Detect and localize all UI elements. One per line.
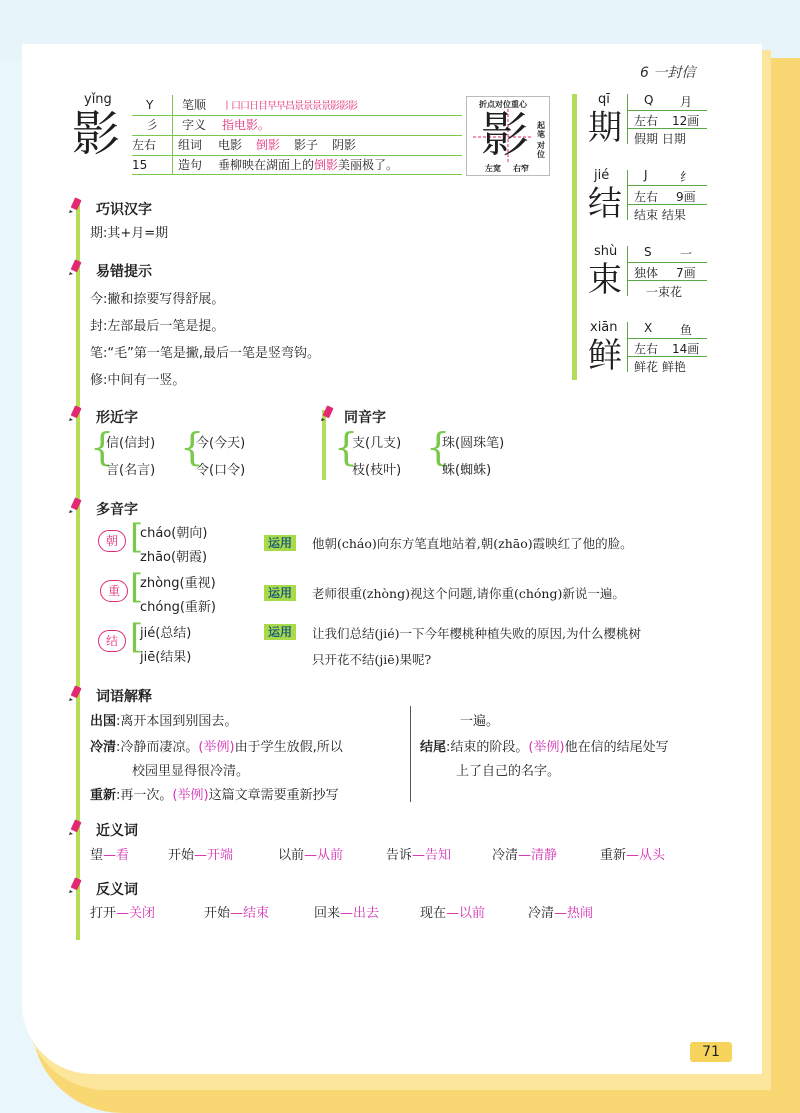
main-char-info [132,95,462,175]
rc4-strokes: 14画 [672,342,700,356]
xingjin-2: 言(名言) [106,463,156,478]
rc4-initial: X [644,321,653,335]
dash: — [340,906,354,921]
label-zaoju: 造句 [178,158,203,172]
pencil-icon [66,404,84,422]
duoyin-2-r2: chóng(重新) [140,600,216,615]
jinyi-4-a: 告诉 [386,848,413,863]
right-divider [572,94,577,380]
jinyi-5-b: 清静 [531,848,558,863]
rc3-structure: 独体 [634,266,659,280]
duoyin-3-sentence: 让我们总结(jié)一下今年樱桃种植失败的原因,为什么樱桃树 [312,626,641,641]
ex-chongxin-2: 一遍。 [460,714,500,729]
duoyin-1-sentence: 他朝(cháo)向东方笔直地站着,朝(zhāo)霞映红了他的脸。 [312,536,633,551]
jinyi-1-b: 看 [116,848,130,863]
row-ziyi [132,115,270,135]
ex-lengqing: 由于学生放假,所以 [234,740,343,755]
dash: — [230,906,244,921]
lesson-header [640,62,695,82]
rc2-char: 结 [588,184,622,224]
rc1-char: 期 [588,108,622,148]
dash: — [626,848,640,863]
rc1-initial: Q [644,93,654,107]
yicuo-line-3: 笔:“毛”第一笔是撇,最后一笔是竖弯钩。 [90,346,320,361]
duoyin-3-r1: jié(总结) [140,626,192,641]
rc4-char: 鲜 [588,336,622,376]
pencil-icon [66,496,84,514]
duoyin-char-3: 结 [98,630,126,652]
rc2-pinyin: jié [594,168,610,183]
pencil-icon [66,818,84,836]
rc1-structure: 左右 [634,114,659,128]
sentence-after: 美丽极了。 [338,158,399,172]
jinyi-5-a: 冷清 [492,848,519,863]
def-chongxin: :再一次。 [116,788,173,803]
rc4-radical: 鱼 [680,323,693,337]
main-char: 影 [72,106,121,162]
xingjin-3: 今(今天) [196,436,246,451]
meaning: 指电影。 [222,118,271,132]
jinyi-4-b: 告知 [425,848,452,863]
radical: 彡 [146,118,159,132]
use-tag: 运用 [264,624,296,640]
pencil-icon [66,196,84,214]
section-yicuo-title: 易错提示 [96,264,152,280]
xingjin-1: 信(信封) [106,436,156,451]
stroke-card-top: 折点对位重心 [479,100,527,109]
ciyu-chuguo [90,710,237,729]
stroke-card [466,96,550,176]
label-bishun: 笔顺 [182,98,207,112]
jinyi-2-a: 开始 [168,848,195,863]
stroke-card-right: 右窄 [513,164,529,173]
fanyi-5 [528,902,593,921]
ciyu-lengqing [90,736,343,755]
fanyi-4 [420,902,485,921]
def-chuguo: :离开本国到别国去。 [116,714,238,729]
jinyi-3 [278,844,343,863]
jinyi-3-b: 从前 [317,848,344,863]
stroke-card-char: 影 [481,107,530,163]
fanyi-1-b: 关闭 [129,906,156,921]
stroke-card-side2: 对位 [537,141,545,159]
fanyi-2-a: 开始 [204,906,231,921]
def-jiewei: :结束的阶段。 [446,740,529,755]
pencil-icon [66,684,84,702]
tongyin-2: 枝(枝叶) [352,463,402,478]
word-dianying: 电影 [218,138,243,152]
fanyi-4-b: 以前 [459,906,486,921]
brace-icon: { [426,425,451,469]
rc2-initial: J [644,168,648,182]
word-chongxin: 重新 [90,788,117,803]
fanyi-1-a: 打开 [90,906,117,921]
section-ciyu-title: 词语解释 [96,689,152,705]
duoyin-char-2: 重 [100,580,128,602]
jinyi-1-a: 望 [90,848,104,863]
brace-icon: [ [130,567,144,607]
jinyi-2 [168,844,233,863]
rc1-words: 假期 日期 [634,132,686,146]
rc3-initial: S [644,245,652,259]
duoyin-2-r1: zhòng(重视) [140,576,216,591]
brace-icon: [ [130,517,144,557]
label-zuci: 组词 [178,138,203,152]
fanyi-5-b: 热闹 [567,906,594,921]
jinyi-6 [600,844,665,863]
yicuo-line-1: 今:撇和捺要写得舒展。 [90,292,225,307]
jinyi-6-a: 重新 [600,848,627,863]
stroke-order: 丨口口日目早早昌景景景景影影影 [222,101,357,112]
brace-icon: { [180,425,205,469]
brace-icon: [ [130,617,144,657]
section-xingjin-title: 形近字 [96,410,138,426]
ex-chongxin: 这篇文章需要重新抄写 [208,788,339,803]
jinyi-3-a: 以前 [278,848,305,863]
rc3-pinyin: shù [594,244,618,259]
rc3-char: 束 [588,260,622,300]
ex-jiewei: 他在信的结尾处写 [564,740,669,755]
main-pinyin: yǐng [84,92,112,107]
rc4-words: 鲜花 鲜艳 [634,360,686,374]
section-fanyi-title: 反义词 [96,882,138,898]
fanyi-4-a: 现在 [420,906,447,921]
dash: — [304,848,318,863]
example-tag: (举例) [198,740,235,755]
word-yingzi: 影子 [294,138,319,152]
xingjin-4: 令(口令) [196,463,246,478]
word-yinying: 阴影 [332,138,357,152]
brace-icon: { [334,425,359,469]
duoyin-1-r2: zhāo(朝霞) [140,550,208,565]
dash: — [554,906,568,921]
dash: — [116,906,130,921]
duoyin-char-1: 朝 [98,530,126,552]
rc4-pinyin: xiān [590,320,618,335]
stroke-count: 15 [132,158,148,172]
lesson-number: 6 [640,65,649,81]
dash: — [412,848,426,863]
pencil-icon [318,404,336,422]
word-jiewei: 结尾 [420,740,447,755]
rc3-strokes: 7画 [676,266,696,280]
jinyi-1 [90,844,129,863]
row-bishun [132,95,357,115]
duoyin-3-sentence2: 只开花不结(jiē)果呢? [312,652,432,667]
ciyu-jiewei [420,736,669,755]
section-qiaoshi-title: 巧识汉字 [96,202,152,218]
yicuo-line-2: 封:左部最后一笔是提。 [90,319,225,334]
rc1-strokes: 12画 [672,114,700,128]
section-duoyin-title: 多音字 [96,502,138,518]
rc2-strokes: 9画 [676,190,696,204]
rc1-radical: 月 [680,95,693,109]
duoyin-1-r1: cháo(朝向) [140,526,208,541]
yicuo-line-4: 修:中间有一竖。 [90,373,186,388]
word-daoying: 倒影 [256,138,281,152]
def-lengqing: :冷静而凄凉。 [116,740,199,755]
jinyi-4 [386,844,451,863]
stroke-card-left: 左宽 [485,164,501,173]
rc2-words: 结束 结果 [634,208,686,222]
jinyi-5 [492,844,557,863]
jinyi-6-b: 从头 [639,848,666,863]
duoyin-3-r2: jiē(结果) [140,650,192,665]
page-number: 71 [690,1042,732,1062]
ex-jiewei-2: 上了自己的名字。 [456,764,561,779]
tongyin-1: 支(几支) [352,436,402,451]
dash: — [194,848,208,863]
duoyin-2-sentence: 老师很重(zhòng)视这个问题,请你重(chóng)新说一遍。 [312,586,625,601]
fanyi-3-b: 出去 [353,906,380,921]
sentence-hl: 倒影 [314,158,339,172]
jinyi-2-b: 开端 [207,848,234,863]
word-lengqing: 冷清 [90,740,117,755]
section-jinyi-title: 近义词 [96,823,138,839]
use-tag: 运用 [264,535,296,551]
example-tag: (举例) [528,740,565,755]
rc2-radical: 纟 [680,170,693,184]
tongyin-3: 珠(圆珠笔) [442,436,505,451]
fanyi-3-a: 回来 [314,906,341,921]
pencil-icon [66,258,84,276]
fanyi-5-a: 冷清 [528,906,555,921]
dash: — [103,848,117,863]
rc2-structure: 左右 [634,190,659,204]
qiaoshi-text: 期:其+月=期 [90,226,169,241]
dash: — [446,906,460,921]
row-zuci [132,135,356,155]
label-ziyi: 字义 [182,118,207,132]
dash: — [518,848,532,863]
structure: 左右 [132,138,157,152]
brace-icon: { [90,425,115,469]
use-tag: 运用 [264,585,296,601]
ciyu-chongxin [90,784,339,803]
lesson-title: 一封信 [653,65,696,81]
word-chuguo: 出国 [90,714,117,729]
fanyi-2-b: 结束 [243,906,270,921]
sentence-before: 垂柳映在湖面上的 [218,158,315,172]
ciyu-divider [410,706,411,802]
rc3-words: 一束花 [646,285,683,299]
fanyi-3 [314,902,379,921]
initial: Y [146,98,154,112]
stroke-card-side1: 起笔 [537,121,545,139]
rc4-structure: 左右 [634,342,659,356]
fanyi-2 [204,902,269,921]
rc1-pinyin: qī [598,92,610,107]
pencil-icon [66,876,84,894]
tongyin-4: 蛛(蜘蛛) [442,463,492,478]
example-tag: (举例) [172,788,209,803]
fanyi-1 [90,902,155,921]
ex-lengqing-2: 校园里显得很冷清。 [132,764,250,779]
rc3-radical: 一 [680,247,693,261]
section-tongyin-title: 同音字 [344,410,386,426]
